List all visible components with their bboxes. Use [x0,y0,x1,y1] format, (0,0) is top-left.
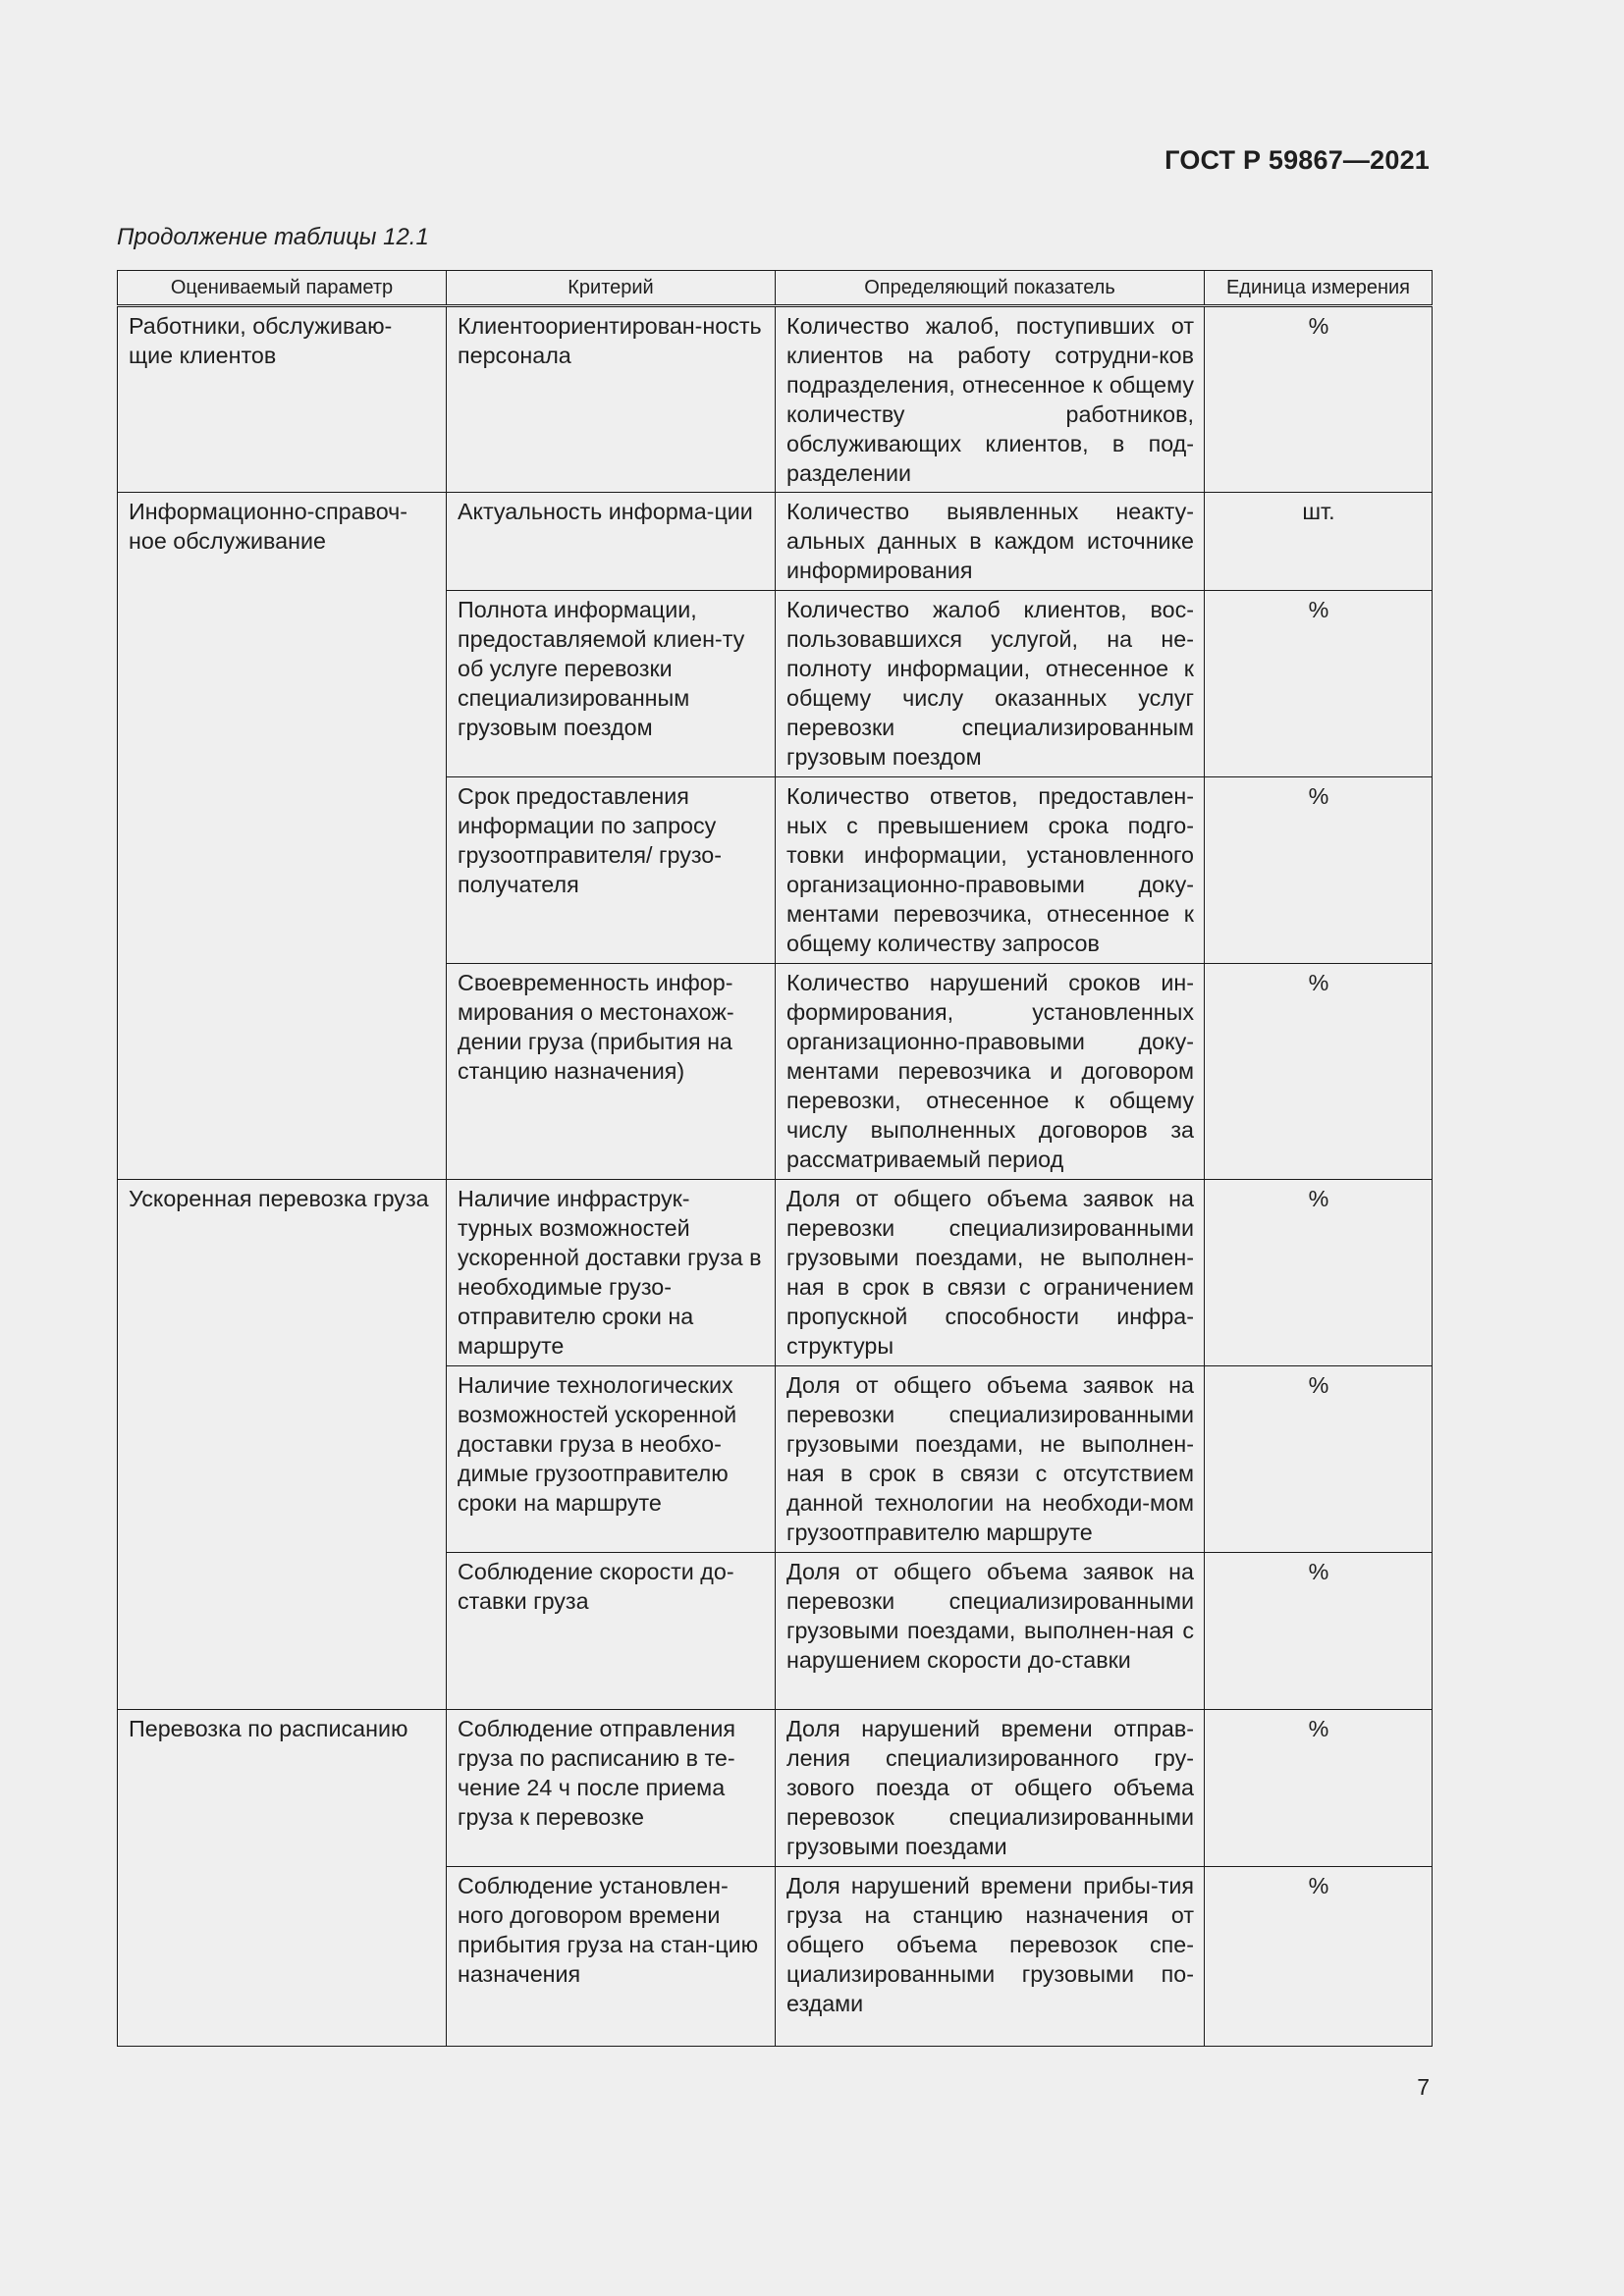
column-header-parameter: Оцениваемый параметр [118,271,447,306]
criterion-cell: Соблюдение установлен-ного договором времени прибытия груза на стан-цию назначения [447,1867,776,2047]
indicator-cell: Доля от общего объема заявок на перевозки специализированными грузовыми поездами, не выполнен-ная в срок в связи с ограничением пропускной способности инфра-структуры [776,1180,1205,1366]
criterion-cell: Клиентоориентирован-ность персонала [447,306,776,493]
criterion-cell: Соблюдение скорости до-ставки груза [447,1553,776,1710]
unit-cell: % [1205,1867,1433,2047]
unit-cell: % [1205,1710,1433,1867]
indicator-cell: Доля от общего объема заявок на перевозки специализированными грузовыми поездами, выполнен-ная с нарушением скорости до-ставки [776,1553,1205,1710]
indicator-cell: Доля нарушений времени прибы-тия груза на станцию назначения от общего объема перевозок спе-циализированными грузовыми по-ездами [776,1867,1205,2047]
unit-cell: % [1205,964,1433,1180]
unit-cell: % [1205,1180,1433,1366]
parameter-cell: Ускоренная перевозка груза [118,1180,447,1710]
document-code: ГОСТ Р 59867—2021 [1164,145,1430,175]
table-caption: Продолжение таблицы 12.1 [117,224,429,250]
parameter-cell: Информационно-справоч-ное обслуживание [118,493,447,1180]
parameter-cell: Перевозка по расписанию [118,1710,447,2047]
column-header-indicator: Определяющий показатель [776,271,1205,306]
criterion-cell: Срок предоставления информации по запросу грузоотправителя/ грузо-получателя [447,777,776,964]
column-header-criterion: Критерий [447,271,776,306]
criterion-cell: Наличие технологических возможностей ускоренной доставки груза в необхо-димые грузоотправителю сроки на маршруте [447,1366,776,1553]
criterion-cell: Полнота информации, предоставляемой клиен-ту об услуге перевозки специализированным грузовым поездом [447,591,776,777]
table-row [118,1180,1433,1366]
parameter-cell: Работники, обслуживаю-щие клиентов [118,306,447,493]
column-header-unit: Единица измерения [1205,271,1433,306]
indicator-cell: Количество выявленных неакту-альных данных в каждом источнике информирования [776,493,1205,591]
indicator-cell: Количество жалоб клиентов, вос-пользовавшихся услугой, на не-полноту информации, отнесенное к общему числу оказанных услуг перевозки специализированным грузовым поездом [776,591,1205,777]
table-row [118,306,1433,493]
indicator-cell: Количество нарушений сроков ин-формирования, установленных организационно-правовыми доку-ментами перевозчика и договором перевозки, отнесенное к общему числу выполненных договоров за рассматриваемый период [776,964,1205,1180]
indicator-cell: Количество жалоб, поступивших от клиентов на работу сотрудни-ков подразделения, отнесенное к общему количеству работников, обслуживающих клиентов, в под-разделении [776,306,1205,493]
unit-cell: % [1205,1553,1433,1710]
indicator-cell: Доля от общего объема заявок на перевозки специализированными грузовыми поездами, не выполнен-ная в срок в связи с отсутствием данной технологии на необходи-мом грузоотправителю маршруте [776,1366,1205,1553]
criteria-table [117,270,1433,2047]
table-row [118,1710,1433,1867]
indicator-cell: Доля нарушений времени отправ-ления специализированного гру-зового поезда от общего объема перевозок специализированными грузовыми поездами [776,1710,1205,1867]
criterion-cell: Актуальность информа-ции [447,493,776,591]
table-header-row [118,271,1433,306]
unit-cell: шт. [1205,493,1433,591]
criterion-cell: Наличие инфраструк-турных возможностей ускоренной доставки груза в необходимые грузо-отправителю сроки на маршруте [447,1180,776,1366]
unit-cell: % [1205,1366,1433,1553]
unit-cell: % [1205,306,1433,493]
indicator-cell: Количество ответов, предоставлен-ных с превышением срока подго-товки информации, установленного организационно-правовыми доку-ментами перевозчика, отнесенное к общему количеству запросов [776,777,1205,964]
unit-cell: % [1205,777,1433,964]
page-number: 7 [1417,2074,1430,2100]
criterion-cell: Своевременность инфор-мирования о местонахож-дении груза (прибытия на станцию назначения) [447,964,776,1180]
table-row [118,493,1433,591]
unit-cell: % [1205,591,1433,777]
criterion-cell: Соблюдение отправления груза по расписанию в те-чение 24 ч после приема груза к перевозке [447,1710,776,1867]
